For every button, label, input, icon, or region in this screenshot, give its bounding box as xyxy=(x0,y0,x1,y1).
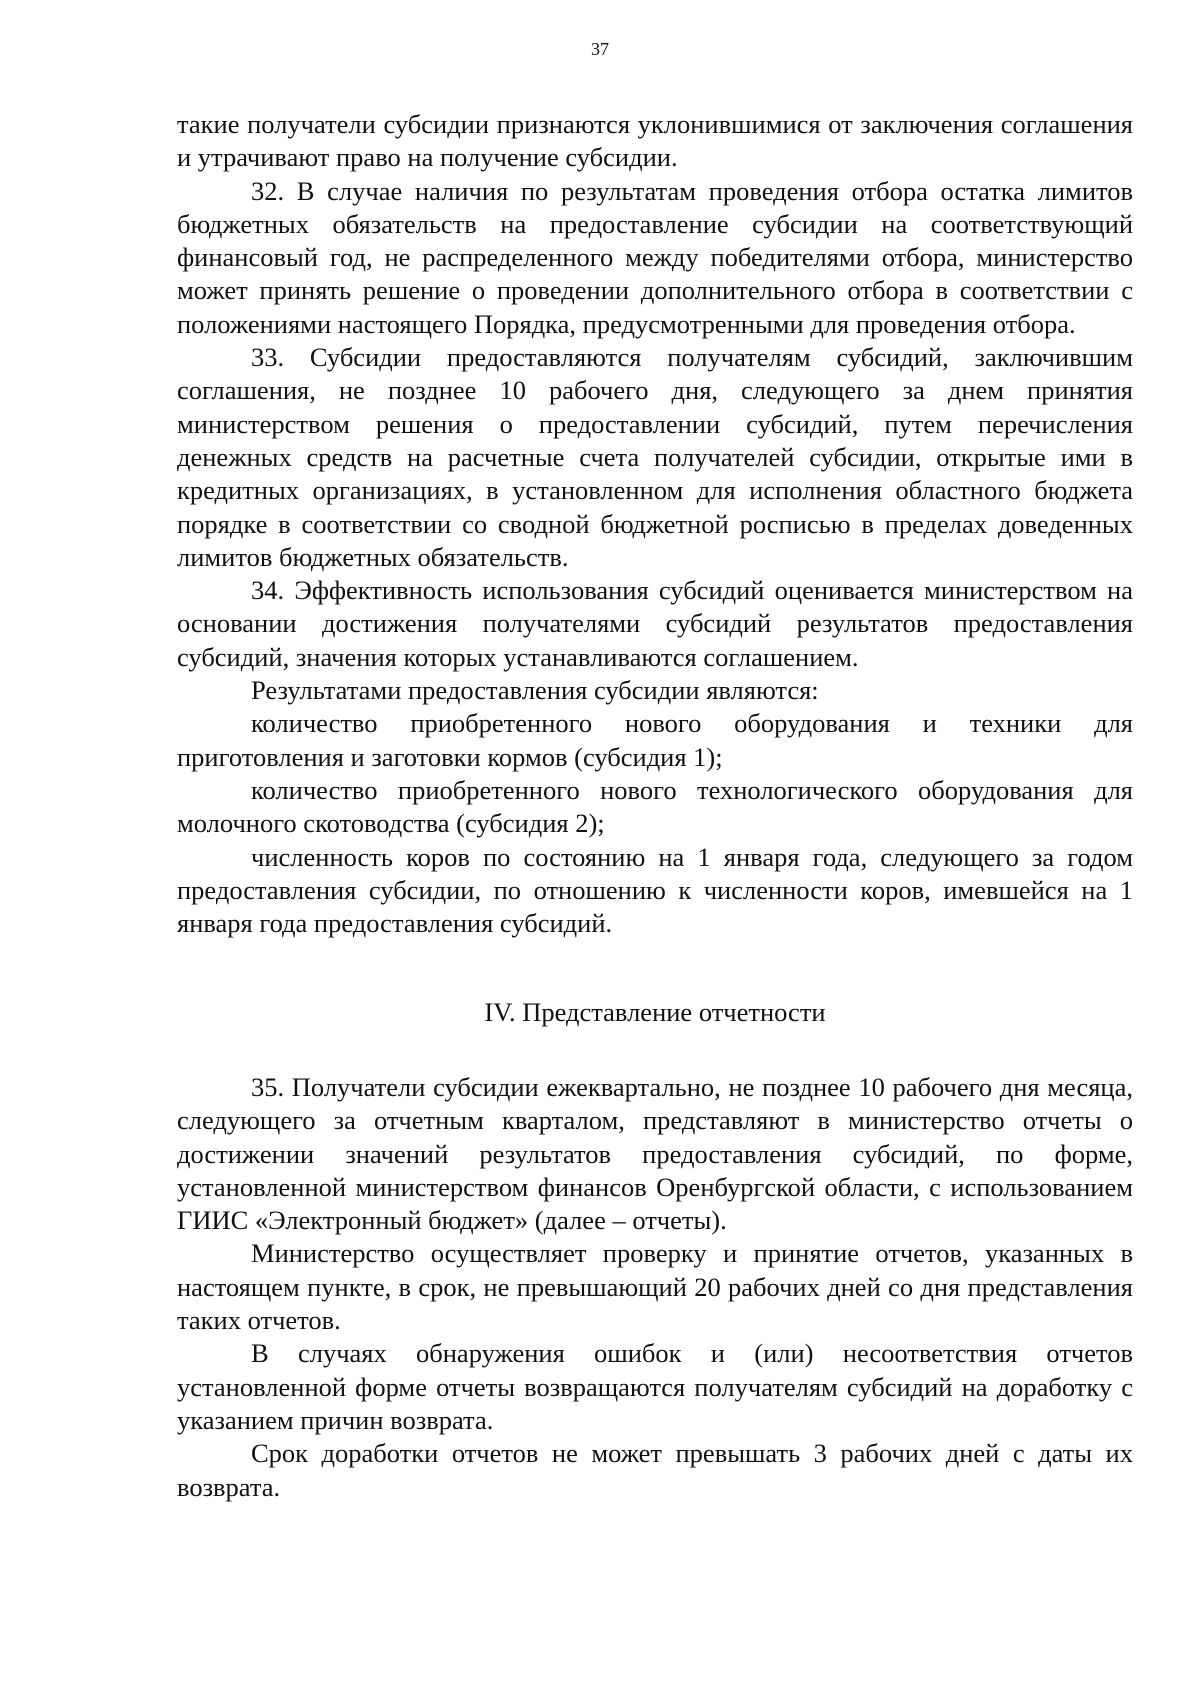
paragraph: такие получатели субсидии признаются уклонившимися от заключения соглашения и утрачивают право на получение субсидии. xyxy=(177,109,1133,173)
paragraph-result-item: количество приобретенного нового оборудования и техники для приготовления и заготовки кормов (субсидия 1); xyxy=(177,708,1133,772)
paragraph: Министерство осуществляет проверку и принятие отчетов, указанных в настоящем пункте, в срок, не превышающий 20 рабочих дней со дня представления таких отчетов. xyxy=(177,1238,1133,1336)
section-heading: IV. Представление отчетности xyxy=(484,997,826,1027)
paragraph-clause-34: 34. Эффективность использования субсидий оценивается министерством на основании достижения получателями субсидий результатов предоставления субсидий, значения которых устанавливаются соглашением. xyxy=(177,575,1133,672)
paragraph: Срок доработки отчетов не может превышать 3 рабочих дней с даты их возврата. xyxy=(177,1438,1133,1502)
paragraph-clause-32: 32. В случае наличия по результатам проведения отбора остатка лимитов бюджетных обязательств на предоставление субсидии на соответствующий финансовый год, не распределенного между победителями отбора, министерство может принять решение о проведении дополнительного отбора в соответствии с положениями настоящего Порядка, предусмотренными для проведения отбора. xyxy=(177,175,1133,339)
paragraph-result-item: количество приобретенного нового технологического оборудования для молочного скотоводства (субсидия 2); xyxy=(177,774,1133,839)
paragraph: В случаях обнаружения ошибок и (или) несоответствия отчетов установленной форме отчеты возвращаются получателям субсидий на доработку с указанием причин возврата. xyxy=(177,1338,1133,1435)
paragraph-result-item: численность коров по состоянию на 1 января года, следующего за годом предоставления субсидии, по отношению к численности коров, имевшейся на 1 января года предоставления субсидий. xyxy=(177,841,1133,939)
paragraph-clause-35: 35. Получатели субсидии ежеквартально, не позднее 10 рабочего дня месяца, следующего за отчетным кварталом, представляют в министерство отчеты о достижении значений результатов предоставления субсидий, по форме, установленной министерством финансов Оренбургской области, с использованием ГИИС «Электронный бюджет» (далее – отчеты). xyxy=(177,1072,1133,1236)
body-text-after-heading xyxy=(177,1071,1133,1504)
paragraph-results-intro: Результатами предоставления субсидии являются: xyxy=(251,675,819,706)
paragraph-clause-33: 33. Субсидии предоставляются получателям субсидий, заключившим соглашения, не позднее 10 рабочего дня, следующего за днем принятия министерством решения о предоставлении субсидий, путем перечисления денежных средств на расчетные счета получателей субсидии, открытые ими в кредитных организациях, в установленном для исполнения областного бюджета порядке в соответствии со сводной бюджетной росписью в пределах доведенных лимитов бюджетных обязательств. xyxy=(177,342,1133,572)
body-text-before-heading xyxy=(177,108,1133,940)
page-number: 37 xyxy=(591,39,609,59)
